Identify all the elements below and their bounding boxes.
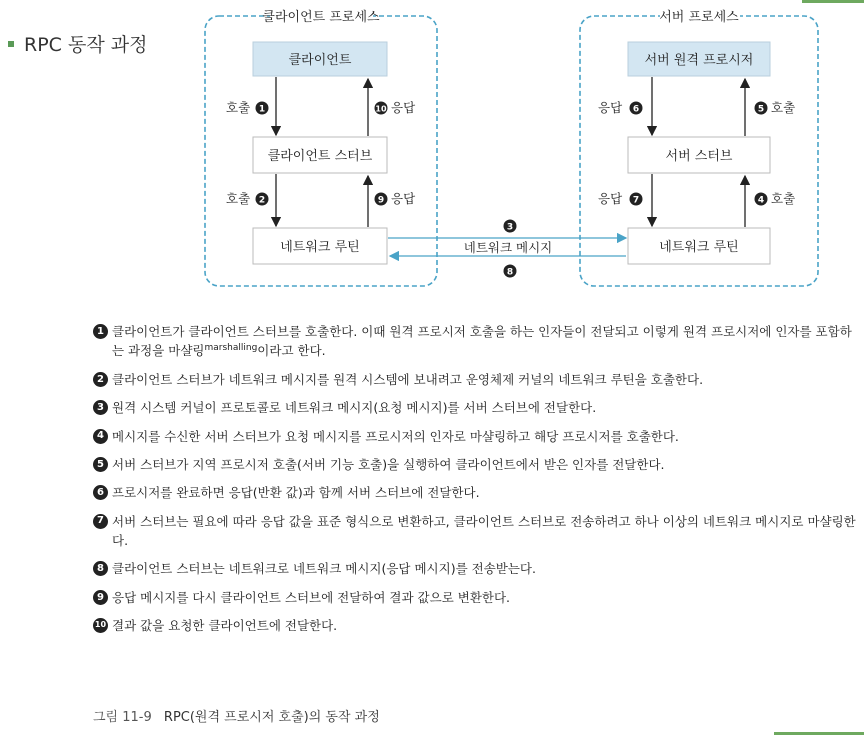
step-text: 메시지를 수신한 서버 스터브가 요청 메시지를 프로시저의 인자로 마샬링하고 해당 프로시저를 호출한다. <box>112 428 679 444</box>
step-number-badge: 9 <box>93 590 108 605</box>
server-group-title: 서버 프로세스 <box>659 10 739 25</box>
step-text: 원격 시스템 커널이 프로토콜로 네트워크 메시지(요청 메시지)를 서버 스터브에 전달한다. <box>112 400 597 416</box>
server-network-label: 네트워크 루틴 <box>659 240 739 255</box>
step-number-badge: 3 <box>93 400 108 415</box>
svg-text:3: 3 <box>506 222 514 233</box>
server-stub-label: 서버 스터브 <box>665 149 733 164</box>
client-stub-label: 클라이언트 스터브 <box>267 149 373 164</box>
label-message-8 <box>504 265 517 278</box>
client-group-title: 클라이언트 프로세스 <box>262 10 380 25</box>
svg-text:7: 7 <box>632 195 640 206</box>
step-text: 프로시저를 완료하면 응답(반환 값)과 함께 서버 스터브에 전달한다. <box>112 485 480 501</box>
server-procedure-label: 서버 원격 프로시저 <box>644 53 754 68</box>
step-number-badge: 1 <box>93 324 108 339</box>
step-item <box>93 588 863 607</box>
figure-caption-text: RPC(원격 프로시저 호출)의 동작 과정 <box>163 710 380 725</box>
svg-text:4: 4 <box>757 195 765 206</box>
step-item <box>93 427 863 446</box>
slide-title-text: RPC 동작 과정 <box>24 34 148 56</box>
svg-text:호출: 호출 <box>226 191 251 206</box>
step-list <box>93 322 863 645</box>
label-call-4 <box>755 191 796 206</box>
step-number-badge: 5 <box>93 457 108 472</box>
rpc-diagram <box>0 0 864 300</box>
svg-text:8: 8 <box>506 267 514 278</box>
label-call-5 <box>755 100 796 115</box>
step-text: 클라이언트 스터브는 네트워크로 네트워크 메시지(응답 메시지)를 전송받는다. <box>112 561 536 577</box>
svg-text:10: 10 <box>375 104 387 114</box>
step-number-badge: 4 <box>93 429 108 444</box>
step-item <box>93 398 863 417</box>
step-number-badge: 2 <box>93 372 108 387</box>
step-number-badge: 7 <box>93 514 108 529</box>
label-call-2 <box>226 191 269 206</box>
client-network-label: 네트워크 루틴 <box>280 240 360 255</box>
figure-caption <box>93 706 380 725</box>
step-item <box>93 322 863 361</box>
step-text: 서버 스터브는 필요에 따라 응답 값을 표준 형식으로 변환하고, 클라이언트 스터브로 전송하려고 하나 이상의 네트워크 메시지로 마샬링한다. <box>112 513 856 548</box>
label-response-9 <box>375 191 416 206</box>
label-message-3 <box>504 220 517 233</box>
svg-text:응답: 응답 <box>391 100 416 115</box>
svg-text:호출: 호출 <box>771 100 796 115</box>
svg-text:응답: 응답 <box>598 191 623 206</box>
label-response-6 <box>598 100 643 115</box>
svg-text:5: 5 <box>757 104 765 115</box>
step-number-badge: 6 <box>93 485 108 500</box>
svg-text:9: 9 <box>377 195 385 206</box>
step-item <box>93 559 863 578</box>
label-response-7 <box>598 191 643 206</box>
step-text: 결과 값을 요청한 클라이언트에 전달한다. <box>112 618 338 634</box>
step-item <box>93 616 863 635</box>
client-box-label: 클라이언트 <box>288 53 352 68</box>
step-item <box>93 370 863 389</box>
step-number-badge: 10 <box>93 618 108 633</box>
svg-text:2: 2 <box>258 195 266 206</box>
svg-text:응답: 응답 <box>391 191 416 206</box>
step-text: 클라이언트가 클라이언트 스터브를 호출한다. 이때 원격 프로시저 호출을 하는 인자들이 전달되고 이렇게 원격 프로시저에 인자를 포함하는 과정을 마샬링$^{marshalling}$이라고 한다. <box>112 324 852 359</box>
step-item <box>93 455 863 474</box>
step-text: 응답 메시지를 다시 클라이언트 스터브에 전달하여 결과 값으로 변환한다. <box>112 589 511 605</box>
label-call-1 <box>226 100 269 115</box>
svg-text:응답: 응답 <box>598 100 623 115</box>
label-response-10 <box>375 100 416 115</box>
step-number-badge: 8 <box>93 561 108 576</box>
step-item <box>93 483 863 502</box>
step-text: 서버 스터브가 지역 프로시저 호출(서버 기능 호출)을 실행하여 클라이언트에서 받은 인자를 전달한다. <box>112 456 665 472</box>
step-text: 클라이언트 스터브가 네트워크 메시지를 원격 시스템에 보내려고 운영체제 커널의 네트워크 루틴을 호출한다. <box>112 371 704 387</box>
svg-text:호출: 호출 <box>226 100 251 115</box>
svg-text:6: 6 <box>632 104 640 115</box>
figure-number: 그림 11-9 <box>93 710 152 725</box>
svg-text:1: 1 <box>258 104 266 115</box>
svg-text:호출: 호출 <box>771 191 796 206</box>
step-item <box>93 512 863 551</box>
network-message-label: 네트워크 메시지 <box>463 240 553 255</box>
